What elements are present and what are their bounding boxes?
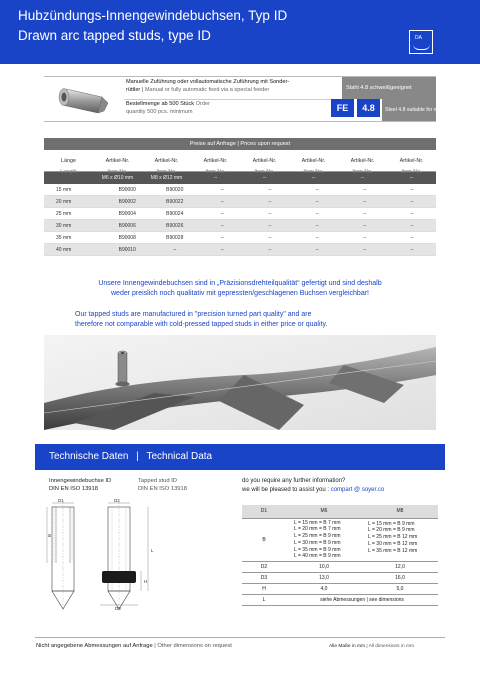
b-m6-line: L = 30 mm = B 9 mm: [294, 539, 341, 546]
note-en-line1: Our tapped studs are manufactured in "precision turned part quality" and are: [75, 311, 312, 318]
dim-row: [242, 562, 438, 573]
table-row: [44, 232, 436, 244]
note-de-line2: weder preislich noch qualitativ mit gepressten/geschlagenen Buchsen vergleichbar!: [111, 289, 369, 297]
item-number-cell: --: [315, 247, 319, 253]
dim-value: 12,0: [362, 562, 438, 573]
price-dim-cell: --: [360, 175, 365, 181]
footer-units: [329, 644, 414, 649]
price-col-de: Artikel-Nr.: [301, 158, 326, 164]
stud-section-right: [100, 498, 154, 611]
price-dim-cell: --: [311, 175, 316, 181]
std-de-norm: DIN EN ISO 13918: [49, 486, 98, 493]
b-m8-line: L = 25 mm = B 12 mm: [368, 534, 418, 540]
title-en: Drawn arc tapped studs, type ID: [18, 28, 211, 43]
dim-value: 16,0: [362, 573, 438, 584]
price-col-header: [191, 150, 240, 176]
footer-left-en: | Other dimensions on request: [154, 643, 232, 649]
item-number-cell: --: [410, 235, 414, 241]
query-line2: we will be pleased to assist you :: [242, 487, 330, 493]
ceramic-ferrule: [102, 571, 136, 583]
item-number-cell: B90028: [166, 235, 184, 241]
item-number-cell: --: [410, 223, 414, 229]
b-m8-line: L = 35 mm = B 12 mm: [368, 547, 418, 554]
contact-query: [242, 477, 384, 495]
price-col-header: [338, 150, 387, 176]
std-en-title: Tapped stud ID: [138, 478, 177, 484]
item-number-cell: B90002: [118, 199, 136, 205]
price-table-body: [44, 184, 436, 256]
label-d3: D3: [115, 606, 121, 611]
label-d1: D1: [58, 498, 64, 503]
item-number-cell: --: [220, 199, 224, 205]
b-m6-line: L = 20 mm = B 7 mm: [294, 526, 341, 533]
price-col-de: Artikel-Nr.: [154, 158, 179, 164]
item-number-cell: --: [268, 211, 272, 217]
feed-text: Manuelle Zuführung oder vollautomatische Zuführung mit Sonder- rüttler | Manual or fully automatic feed via a special feeder: [126, 79, 290, 93]
tech-heading-de: Technische Daten: [49, 451, 129, 462]
item-number-cell: --: [268, 223, 272, 229]
dim-value: 10,0: [286, 562, 362, 573]
item-number-cell: --: [363, 187, 367, 193]
footer-left-de: Nicht angegebene Abmessungen auf Anfrage: [36, 643, 153, 649]
item-number-cell: --: [220, 235, 224, 241]
price-col-header: [93, 150, 142, 176]
price-col-en: Length: [60, 169, 77, 176]
price-dim-cell: M6 x Ø10 mm: [101, 175, 134, 181]
item-number-cell: --: [268, 247, 272, 253]
price-table-dims: [44, 172, 436, 184]
stud-product-image: [52, 81, 114, 119]
price-col-en: Item No.: [254, 169, 275, 176]
b-m6-line: L = 25 mm = B 9 mm: [294, 533, 341, 539]
price-col-en: Item No.: [205, 169, 226, 176]
table-row: [44, 220, 436, 232]
price-col-de: Artikel-Nr.: [105, 158, 130, 164]
note-en-line2: therefore not comparable with cold-pressed tapped studs in either price or quality.: [75, 320, 328, 328]
length-cell: 35 mm: [56, 235, 72, 241]
dim-header-m6: M6: [286, 505, 362, 518]
length-cell: 30 mm: [56, 223, 72, 229]
item-number-cell: --: [363, 199, 367, 205]
item-number-cell: B90024: [166, 211, 184, 217]
price-table-caption: Preise auf Anfrage | Prices upon request: [44, 138, 436, 150]
item-number-cell: B90000: [118, 187, 136, 193]
price-col-de: Artikel-Nr.: [203, 158, 228, 164]
dim-label: D3: [242, 573, 286, 584]
contact-email-link[interactable]: compart @ soyer.co: [330, 487, 385, 493]
quality-note-en: [75, 310, 435, 330]
price-col-header: [289, 150, 338, 176]
order-en: quantity 500 pcs. minimum: [126, 108, 193, 115]
label-d2: D2: [114, 498, 120, 503]
item-number-cell: --: [363, 247, 367, 253]
item-number-cell: B90010: [118, 247, 136, 253]
footer-right-en: | All dimensions in mm: [366, 644, 414, 649]
length-cell: 25 mm: [56, 211, 72, 217]
table-row: [44, 184, 436, 196]
table-row: [44, 196, 436, 208]
dim-header-m8: M8: [362, 505, 438, 518]
price-col-de: Artikel-Nr.: [252, 158, 277, 164]
price-col-en: Item No.: [303, 169, 324, 176]
item-number-cell: --: [315, 199, 319, 205]
label-h: H: [144, 579, 148, 584]
label-l: L: [151, 548, 154, 553]
b-m8-line: L = 15 mm = B 9 mm: [368, 520, 415, 527]
dim-label: D2: [242, 562, 286, 573]
material-code-badge: FE: [331, 99, 354, 117]
price-col-header: [387, 150, 436, 176]
material-en: Steel 4.8 suitable for welding: [382, 99, 436, 121]
feed-de2: rüttler: [126, 86, 141, 93]
footer-right-de: Alle Maße in mm: [329, 644, 365, 649]
dim-value: 13,0: [286, 573, 362, 584]
standard-en: [138, 477, 187, 493]
price-col-de: Länge: [61, 158, 76, 164]
info-divider: [124, 99, 342, 100]
material-de: Stahl 4.8 schweißgeeignet: [342, 77, 436, 99]
item-number-cell: --: [315, 235, 319, 241]
item-number-cell: --: [268, 235, 272, 241]
item-number-cell: B90026: [166, 223, 184, 229]
label-b: B: [47, 533, 52, 537]
item-number-cell: --: [220, 223, 224, 229]
price-col-en: Item No.: [107, 169, 128, 176]
item-number-cell: --: [410, 187, 414, 193]
item-number-cell: B90022: [166, 199, 184, 205]
item-number-cell: --: [268, 199, 272, 205]
technical-drawing: [44, 497, 236, 612]
dim-b-label: B: [242, 518, 286, 562]
item-number-cell: --: [410, 199, 414, 205]
price-col-en: Item No.: [156, 169, 177, 176]
std-en-norm: DIN EN ISO 13918: [138, 486, 187, 493]
dim-value: 5,0: [362, 584, 438, 595]
quality-note-de: [0, 279, 480, 299]
item-number-cell: --: [315, 211, 319, 217]
dim-label: H: [242, 584, 286, 595]
dim-b-m8: [362, 518, 438, 562]
tech-heading-en: Technical Data: [146, 451, 213, 462]
item-number-cell: --: [268, 187, 272, 193]
feed-de: Manuelle Zuführung oder vollautomatische Zuführung mit Sonder-: [126, 79, 290, 85]
item-number-cell: --: [220, 187, 224, 193]
item-number-cell: --: [220, 247, 224, 253]
order-en-inline: Order: [195, 101, 210, 107]
item-number-cell: --: [410, 211, 414, 217]
item-number-cell: --: [363, 211, 367, 217]
logo-text: DA: [415, 35, 422, 41]
price-dim-cell: M8 x Ø12 mm: [150, 175, 183, 181]
price-col-header: [240, 150, 289, 176]
b-m6-line: L = 40 mm = B 9 mm: [294, 553, 341, 560]
price-table: [44, 138, 436, 256]
material-grade-badge: 4.8: [357, 99, 380, 117]
b-m6-line: L = 15 mm = B 7 mm: [294, 519, 341, 526]
dim-row-l: [242, 595, 438, 606]
price-dim-cell: [44, 172, 93, 184]
item-number-cell: B90020: [166, 187, 184, 193]
tech-data-heading: [35, 444, 445, 470]
order-text: [126, 101, 341, 116]
dim-row: [242, 584, 438, 595]
product-info: [44, 76, 452, 122]
brand-logo: [409, 30, 433, 54]
item-number-cell: --: [173, 247, 177, 253]
page-header: [0, 0, 480, 64]
price-table-columns: [44, 150, 436, 176]
table-row: [44, 244, 436, 256]
item-number-cell: --: [363, 235, 367, 241]
dim-l-label: L: [242, 595, 286, 606]
price-col-header: [142, 150, 191, 176]
item-number-cell: --: [410, 247, 414, 253]
price-dim-cell: --: [409, 175, 414, 181]
dim-l-value: siehe Abmessungen | see dimensions: [286, 595, 438, 606]
price-dim-cell: --: [262, 175, 267, 181]
price-col-de: Artikel-Nr.: [399, 158, 424, 164]
item-number-cell: B90006: [118, 223, 136, 229]
std-de-title: Innengewindebuchse ID: [49, 478, 112, 484]
item-number-cell: --: [315, 187, 319, 193]
price-col-en: Item No.: [401, 169, 422, 176]
stud-section-left: [47, 498, 74, 611]
b-m8-line: L = 20 mm = B 9 mm: [368, 527, 415, 534]
table-row: [44, 208, 436, 220]
tech-heading-sep: |: [136, 451, 139, 462]
note-de-line1: Unsere Innengewindebuchsen sind in „Präzisionsdrehteilqualität“ gefertigt und sind deshalb: [98, 280, 382, 287]
length-cell: 20 mm: [56, 199, 72, 205]
dimension-table: [242, 505, 438, 606]
item-number-cell: B90004: [118, 211, 136, 217]
item-number-cell: B90008: [118, 235, 136, 241]
length-cell: 40 mm: [56, 247, 72, 253]
standard-de: [49, 477, 111, 493]
title-de: Hubzündungs-Innengewindebuchsen, Typ ID: [18, 8, 288, 23]
item-number-cell: --: [220, 211, 224, 217]
price-col-en: Item No.: [352, 169, 373, 176]
price-col-header: [44, 150, 93, 176]
footer-note: [36, 643, 232, 649]
application-photo: [44, 335, 436, 430]
logo-wave-icon: [413, 44, 430, 50]
length-cell: 15 mm: [56, 187, 72, 193]
dim-row-b: [242, 518, 438, 562]
item-number-cell: --: [315, 223, 319, 229]
dim-value: 4,0: [286, 584, 362, 595]
item-number-cell: --: [363, 223, 367, 229]
dim-b-m6: [286, 518, 362, 562]
dim-row: [242, 573, 438, 584]
feed-en: Manual or fully automatic feed via a special feeder: [144, 86, 270, 93]
dim-header-row: [242, 505, 438, 518]
order-de: Bestellmenge ab 500 Stück: [126, 101, 195, 107]
b-m6-line: L = 35 mm = B 9 mm: [294, 546, 341, 553]
price-dim-cell: --: [213, 175, 218, 181]
query-line1: do you require any further information?: [242, 478, 346, 484]
dim-header-d1: D1: [242, 505, 286, 518]
b-m8-line: L = 30 mm = B 12 mm: [368, 540, 418, 547]
footer-divider: [35, 637, 445, 638]
price-col-de: Artikel-Nr.: [350, 158, 375, 164]
